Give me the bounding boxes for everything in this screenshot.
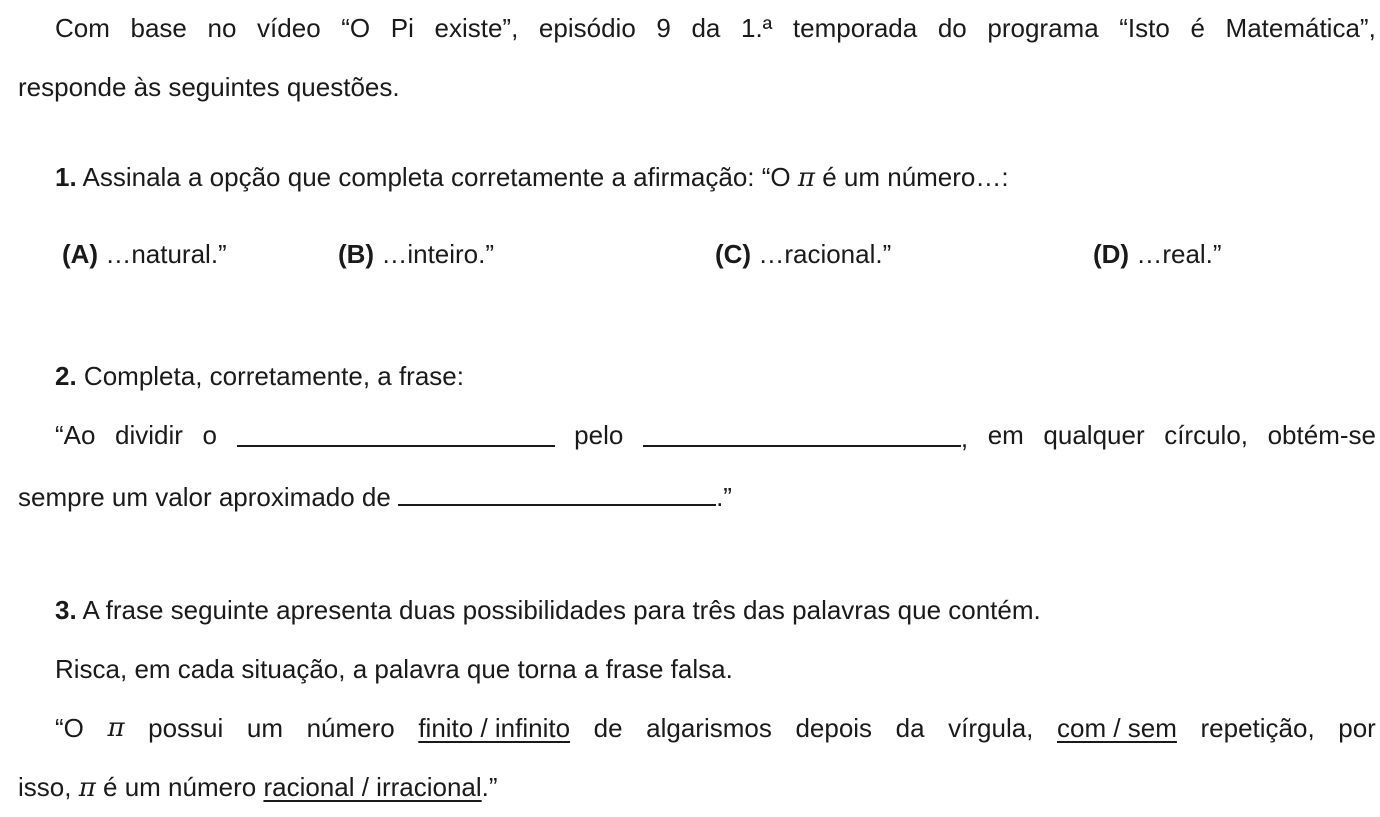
question-3 <box>55 594 1376 626</box>
option-text: …real.” <box>1136 239 1222 269</box>
quote-text: sempre um valor aproximado de <box>18 482 391 512</box>
intro-line-1 <box>55 12 1376 44</box>
option-letter: (D) <box>1093 239 1130 269</box>
intro-word: programa <box>987 13 1099 43</box>
choice-com-sem[interactable]: com / sem <box>1056 713 1177 743</box>
option-text: …racional.” <box>758 239 892 269</box>
intro-word: “Isto <box>1119 13 1170 43</box>
option-d[interactable] <box>1093 238 1222 270</box>
choice-racional-irracional[interactable]: racional / irracional <box>263 772 482 802</box>
question-2 <box>55 360 1376 392</box>
quote-word: isso, <box>18 772 72 802</box>
quote-word: depois <box>795 713 873 743</box>
option-b[interactable] <box>338 238 494 270</box>
quote-word: por <box>1338 713 1376 743</box>
q3-quote-line-2 <box>18 771 1376 804</box>
intro-word: Com <box>55 13 110 43</box>
pi-symbol: π <box>797 163 815 193</box>
quote-word: possui <box>148 713 224 743</box>
question-number: 3. <box>55 595 77 625</box>
quote-word: “O <box>55 713 84 743</box>
option-text: …natural.” <box>105 239 227 269</box>
option-letter: (A) <box>62 239 99 269</box>
intro-word: Pi <box>390 13 414 43</box>
quote-end: .” <box>481 772 498 802</box>
quote-word: número <box>306 713 395 743</box>
quote-word: algarismos <box>646 713 772 743</box>
quote-word: repetição, <box>1200 713 1315 743</box>
option-a[interactable] <box>62 238 227 270</box>
option-c[interactable] <box>715 238 891 270</box>
quote-word: , <box>960 423 969 453</box>
intro-word: base <box>130 13 187 43</box>
intro-word: da <box>691 13 721 43</box>
intro-word: temporada <box>792 13 918 43</box>
intro-word: do <box>937 13 967 43</box>
intro-word: existe”, <box>434 13 519 43</box>
question-1 <box>55 161 1376 194</box>
q2-quote-line-2 <box>18 478 1376 513</box>
intro-word: vídeo <box>257 13 321 43</box>
blank-field-1[interactable] <box>237 419 555 447</box>
quote-word: pelo <box>574 420 624 450</box>
question-text: A frase seguinte apresenta duas possibilidades para três das palavras que contém. <box>82 595 1041 625</box>
quote-word: “Ao <box>55 420 96 450</box>
quote-word: da <box>895 713 925 743</box>
intro-word: Matemática”, <box>1225 13 1376 43</box>
pi-symbol: π <box>78 773 96 803</box>
quote-word: de <box>593 713 623 743</box>
intro-word: 1.ª <box>741 13 773 43</box>
question-text: Completa, corretamente, a frase: <box>83 361 464 391</box>
intro-line-2: responde às seguintes questões. <box>18 72 400 102</box>
blank-field-3[interactable] <box>398 478 716 506</box>
quote-end: .” <box>716 482 732 512</box>
question-number: 2. <box>55 361 77 391</box>
option-letter: (B) <box>338 239 375 269</box>
intro-word: “O <box>341 13 371 43</box>
q3-instruction: Risca, em cada situação, a palavra que torna a frase falsa. <box>55 654 733 684</box>
quote-word: obtém-se <box>1267 420 1376 450</box>
intro-word: 9 <box>656 13 671 43</box>
intro-word: episódio <box>538 13 636 43</box>
pi-symbol: π <box>107 713 125 743</box>
quote-word: em <box>987 420 1024 450</box>
quote-word: círculo, <box>1164 420 1249 450</box>
blank-group-2 <box>643 419 968 454</box>
option-text: …inteiro.” <box>381 239 495 269</box>
blank-field-2[interactable] <box>643 419 961 447</box>
quote-word: dividir <box>115 420 183 450</box>
intro-word: é <box>1190 13 1205 43</box>
question-number: 1. <box>55 162 77 192</box>
question-text: Assinala a opção que completa corretamente a afirmação: “O <box>82 162 791 192</box>
intro-word: no <box>207 13 237 43</box>
q2-quote-line-1 <box>55 419 1376 454</box>
quote-word: o <box>202 420 218 450</box>
quote-word: vírgula, <box>948 713 1034 743</box>
choice-finito-infinito[interactable]: finito / infinito <box>418 713 571 743</box>
option-letter: (C) <box>715 239 752 269</box>
quote-word: um <box>246 713 283 743</box>
question-text-end: é um número…: <box>822 162 1009 192</box>
quote-word: qualquer <box>1043 420 1145 450</box>
quote-text: é um número <box>103 772 257 802</box>
q3-quote-line-1 <box>55 712 1376 744</box>
